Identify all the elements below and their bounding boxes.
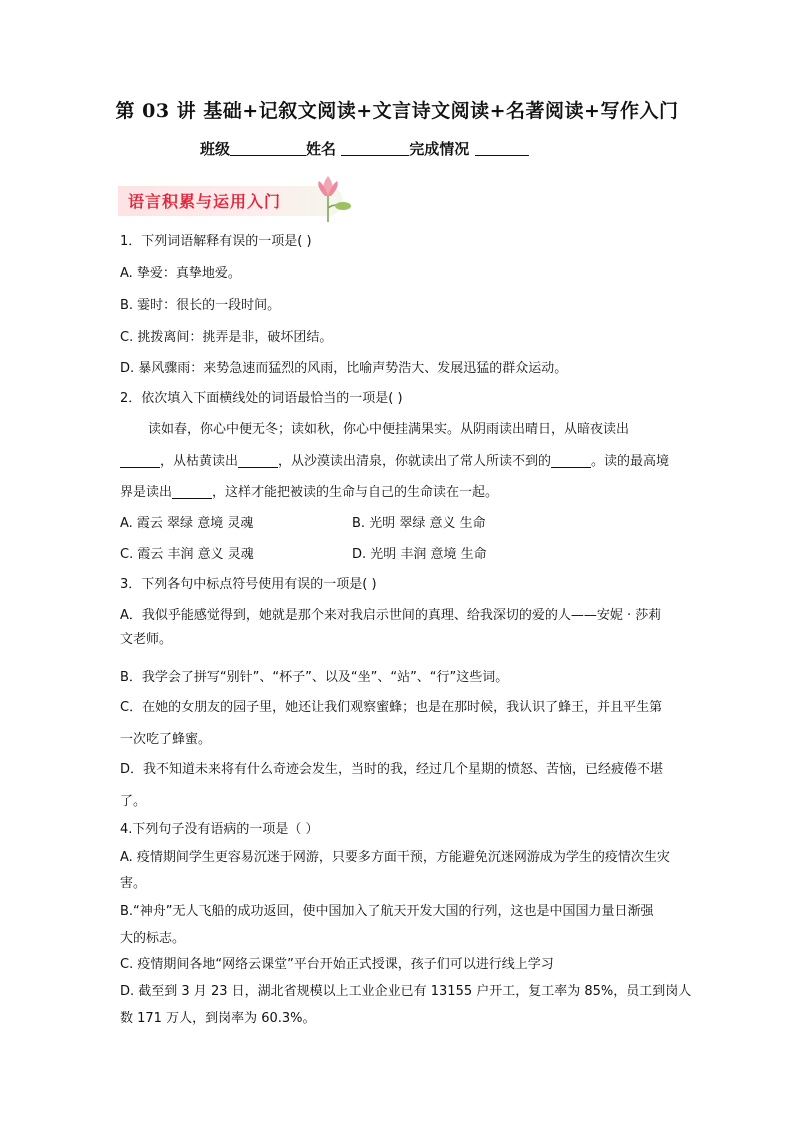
status-label: 完成情况 bbox=[409, 140, 470, 158]
question-4-stem: 4.下列句子没有语病的一项是（ ） bbox=[120, 822, 319, 837]
student-info-line bbox=[200, 138, 529, 159]
question-2-option-a: A. 霞云 翠绿 意境 灵魂 bbox=[120, 516, 254, 531]
question-3-option-d-line-1: D．我不知道未来将有什么奇迹会发生，当时的我，经过几个星期的愤怒、苦恼，已经疲倦不堪 bbox=[120, 762, 664, 777]
question-3-option-d-line-2: 了。 bbox=[120, 794, 147, 809]
question-2-passage-line-1: 读如春，你心中便无冬；读如秋，你心中便挂满果实。从阴雨读出晴日，从暗夜读出 bbox=[148, 422, 630, 437]
question-2-option-c: C. 霞云 丰润 意义 灵魂 bbox=[120, 547, 254, 562]
question-3-option-b: B．我学会了拼写“别针”、“杯子”、以及“坐”、“站”、“行”这些词。 bbox=[120, 670, 509, 685]
question-3-stem: 3．下列各句中标点符号使用有误的一项是( ) bbox=[120, 577, 377, 592]
section-banner bbox=[118, 174, 348, 224]
passage-text: 界是读出 bbox=[120, 485, 173, 500]
question-2-option-b: B. 光明 翠绿 意义 生命 bbox=[352, 516, 486, 531]
passage-text: ，从枯黄读出 bbox=[160, 454, 239, 469]
question-4-option-c: C. 疫情期间各地“网络云课堂”平台开始正式授课，孩子们可以进行线上学习 bbox=[120, 957, 554, 972]
passage-text: 。读的最高境 bbox=[591, 454, 670, 469]
fill-blank[interactable] bbox=[120, 453, 160, 468]
question-3-option-c-line-1: C．在她的女朋友的园子里，她还让我们观察蜜蜂；也是在那时候，我认识了蜂王，并且平生第 bbox=[120, 700, 663, 715]
question-4-option-a-line-2: 害。 bbox=[120, 876, 147, 891]
question-3-option-c-line-2: 一次吃了蜂蜜。 bbox=[120, 732, 212, 747]
question-2-passage-line-3 bbox=[120, 483, 498, 503]
question-4-option-b-line-2: 大的标志。 bbox=[120, 931, 186, 946]
fill-blank[interactable] bbox=[172, 484, 212, 499]
status-blank[interactable] bbox=[475, 141, 529, 156]
question-2-passage-line-2 bbox=[120, 452, 669, 472]
question-3-option-a-line-1: A．我似乎能感觉得到，她就是那个来对我启示世间的真理、给我深切的爱的人——安妮 · 莎莉 bbox=[120, 608, 662, 623]
question-1-stem: 1．下列词语解释有误的一项是( ) bbox=[120, 234, 312, 249]
passage-text: ，从沙漠读出清泉，你就读出了常人所读不到的 bbox=[278, 454, 552, 469]
lotus-icon bbox=[303, 174, 353, 224]
question-1-option-d: D. 暴风骤雨：来势急速而猛烈的风雨，比喻声势浩大、发展迅猛的群众运动。 bbox=[120, 361, 568, 376]
name-blank[interactable] bbox=[341, 141, 409, 156]
question-4-option-d-line-2: 数 171 万人，到岗率为 60.3%。 bbox=[120, 1011, 316, 1026]
name-label: 姓名 bbox=[306, 140, 337, 158]
class-label: 班级 bbox=[200, 140, 231, 158]
question-4-option-a-line-1: A. 疫情期间学生更容易沉迷于网游，只要多方面干预，方能避免沉迷网游成为学生的疫情次生灾 bbox=[120, 850, 670, 865]
question-4-option-b-line-1: B.“神舟”无人飞船的成功返回，使中国加入了航天开发大国的行列，这也是中国国力量日渐强 bbox=[120, 904, 654, 919]
question-1-option-a: A. 挚爱：真挚地爱。 bbox=[120, 266, 241, 281]
question-2-option-d: D. 光明 丰润 意境 生命 bbox=[352, 547, 487, 562]
class-blank[interactable] bbox=[230, 141, 306, 156]
passage-text: ，这样才能把被读的生命与自己的生命读在一起。 bbox=[212, 485, 499, 500]
question-4-option-d-line-1: D. 截至到 3 月 23 日，湖北省规模以上工业企业已有 13155 户开工，复工率为 85%，员工到岗人 bbox=[120, 984, 692, 999]
banner-title: 语言积累与运用入门 bbox=[128, 192, 282, 211]
question-2-stem: 2．依次填入下面横线处的词语最恰当的一项是( ) bbox=[120, 391, 403, 406]
question-1-option-c: C. 挑拨离间：挑弄是非，破坏团结。 bbox=[120, 330, 333, 345]
question-1-option-b: B. 霎时：很长的一段时间。 bbox=[120, 298, 281, 313]
question-3-option-a-line-2: 文老师。 bbox=[120, 632, 173, 647]
fill-blank[interactable] bbox=[551, 453, 591, 468]
page-title: 第 03 讲 基础+记叙文阅读+文言诗文阅读+名著阅读+写作入门 bbox=[115, 100, 679, 122]
fill-blank[interactable] bbox=[238, 453, 278, 468]
